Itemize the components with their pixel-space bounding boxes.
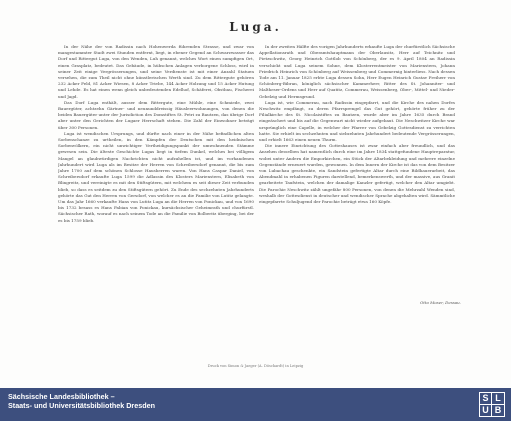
- library-footer-banner: [0, 388, 511, 421]
- library-name-line-2: Staats- und Universitätsbibliothek Dresden: [8, 400, 155, 410]
- paragraph: In der zweiten Hälfte des vorigen Jahrhunderts erkaufte Luga der churfürstlich Sächsische Appellationsrath und Oberamtshauptmann der Oberlausitz, Herr auf Teichnitz und Pietzschwitz, Georg Heinrich Gottlob von Schönberg, der es 9. April 1804 an Radissin verschickt und Luga seinem Sohne, dem Klosterrentmeister von Marienstern, Johann Friedrich Heinrich von Schönberg auf Weissenberg und Commernig hinterliess. Nach dessen Tode am 11. Januar 1825 erbte Luga dessen Sohn, Herr Eugen Heinrich Gustav Freiherr von Schönberg-Bibran, königlich sächsischer Kammerherr, Ritter des St. Johanniter- und Maltheser-Ordens und Herr auf Quatitz, Commerau, Weissenberg, Ober-, Mittel- und Nieder-Gebelzig und Hermsgrund.: [259, 44, 455, 99]
- printer-imprint: Druck von Simon & Jaeger (A. Döschardt) in Leipzig: [207, 364, 304, 368]
- slub-logo: [479, 392, 505, 417]
- author-signature: Otto Moser, Dessau.: [420, 300, 462, 305]
- paragraph: Das Dorf Luga enthält, ausser dem Rittergute, eine Mühle, eine Schmiede, zwei Bauergüter, achtzehn Gärtner- und neununddreissig Häusleerwohnungen, von denen die beiden Bauergüter unter der Jurisdiction des Domstiftes St. Petri zu Bautzen, das übrige Dorf aber unter den Gerichten der Lugaer Herrschaft stehen. Die Zahl der Einwohner beträgt über 300 Personen.: [58, 99, 254, 130]
- paragraph: Luga ist wendischen Ursprungs, und dürfte nach einer in der Nähe befindlichen alten Sorbenschanze zu urtheilen, in den Kämpfen der Deutschen mit den heidnischen Sorbenvölkern, ein nicht unwichtiger Vertheidigungspunkt der umwohnenden Stämme gewesen sein. Die älteste Geschichte Lugas liegt in tiefem Dunkel, welches bei völligem Mangel an glaubwürdigen Nachrichten nicht aufzuhellen ist, und im vorhandenen Jahrhundert wird Luga als im Besitze der Herren von Schreibersdorf genannt, die bis zum Jahre 1700 auf dem schönen Schlosse Hausherren waren. Von Hans Caspar Daniel, von Schreibersdorf erkaufte Luga 1599 die Adlassin des Klosters Marienstern, Elisabeth von Blingreitz, und vereinigte es mit den Stiftsgütern, mit welchem es seit dieser Zeit verbunden blieb, so dass es seitdem zu den Stiftsgütern gehört. Zu Ende des sechzehnten Jahrhunderts gehörte das Gut den Herren von Gersdorf, von welcher es an die Familie von Lutitz gelangte. Um das Jahr 1660 verkaufte Hans von Lutitz Luga an die Herren von Ponickau, und von 1690 bis 1732 besass es Hans Fabian von Ponickau, kursächsischer Geheimrath und churfürstl. Sächsischer Rath, worauf es nach seinem Tode an die Familie von Bolberitz überging, bei der es bis 1759 blieb.: [58, 130, 254, 223]
- logo-letter-s: S: [480, 393, 492, 405]
- logo-letter-b: B: [494, 405, 502, 416]
- page-title: Luga.: [229, 20, 282, 34]
- paragraph: In der Nähe der von Radissin nach Hohenwerda führenden Strasse, und zwar von mangestammter Stadt zwei Stunden entfernt, liegt, in ebener Gegend an Schwarzwasser das Dorf und Rittergut Luga, von den Wenden, Luh genannt, welches Wort einen sumpfigen Ort, einen Grasplatz, bedeutet. Das Gebäude, in hübschen Anlagen verborgene Schloss, wird in seiner Zeit einige Vergrösserungen, und seine Verdienste ist mit einer Anzahl Statuen versehen, die zum Theil nicht ohne künstlerischen Werth sind. Zu dem Rittergute gehören 232 Acker Feld, 81 Acker Wiesen, 8 Acker Triebe, 144 Acker Holzung und 15 Acker Hutung und Lehde. Es hat einen wenn gleich unbedeutenden Edelhof, Schäferei, Obstbau, Fischerei und Jagd.: [58, 44, 254, 99]
- left-text-column: [58, 44, 254, 314]
- library-name: [8, 393, 155, 410]
- library-name-line-1: Sächsische Landesbibliothek –: [8, 392, 115, 401]
- logo-letter-l: L: [492, 393, 504, 405]
- paragraph: Die innere Einrichtung des Gotteshauses ist zwar einfach aber freundlich, und das Ansehen desselben hat namentlich durch eine im Jahre 1834 stattgefundene Hauptreparatur, wobei unter Andern die Emporkirchen, ein Stück der Altarbekleidung und mehrere einzelne Gegenstände erneuert wurden, gewonnen. In dem Innern der Kirche ist das von dem Besitzer von Lubachau geschenkte, ein Sandstein gefertigte Altar durch eine Bildhauerarbeit, das Abendmahl in erhabenen Figuren darstellend, bemerkenswerth, und der massive, aus Granit gearbeitete Taufstein, welchen der damalige Kanzler gefertigt, welcher den Altar umgiebt. Die Parochie Neschwitz zählt ungefähr 800 Personen, von denen die Mehrzahl Wenden sind, weshalb der Gottesdienst in deutscher und wendischer Sprache abgehalten wird. Sämmtliche eingepfarrte Schuljugend der Parochie beträgt etwa 160 Köpfe.: [259, 143, 455, 205]
- logo-letter-u: U: [480, 405, 492, 417]
- right-text-column: [259, 44, 455, 314]
- paragraph: Luga ist, wie Commerau, nach Radissin eingepfarrt, und die Kirche des nahen Dorfes Neschwitz empfängt, zu deren Pfarrsprengel das Gut gehört, gehörte früher zu der Filialkirche des St. Nicolaistiftes zu Bautzen, wurde aber im Jahre 1635 durch Brand eingeäschert und bis auf die Gegenwart nicht wieder aufgebaut. Die Neschwitzer Kirche war ursprünglich eine Capelle, in welcher der Pfarrer von Gebelzig Gottesdienst zu verrichten hatte. Sie erhielt im sechzehnten und siebzehnten Jahrhundert bedeutende Vergrösserungen, und erhielt 1663 einen neuen Thurm.: [259, 99, 455, 143]
